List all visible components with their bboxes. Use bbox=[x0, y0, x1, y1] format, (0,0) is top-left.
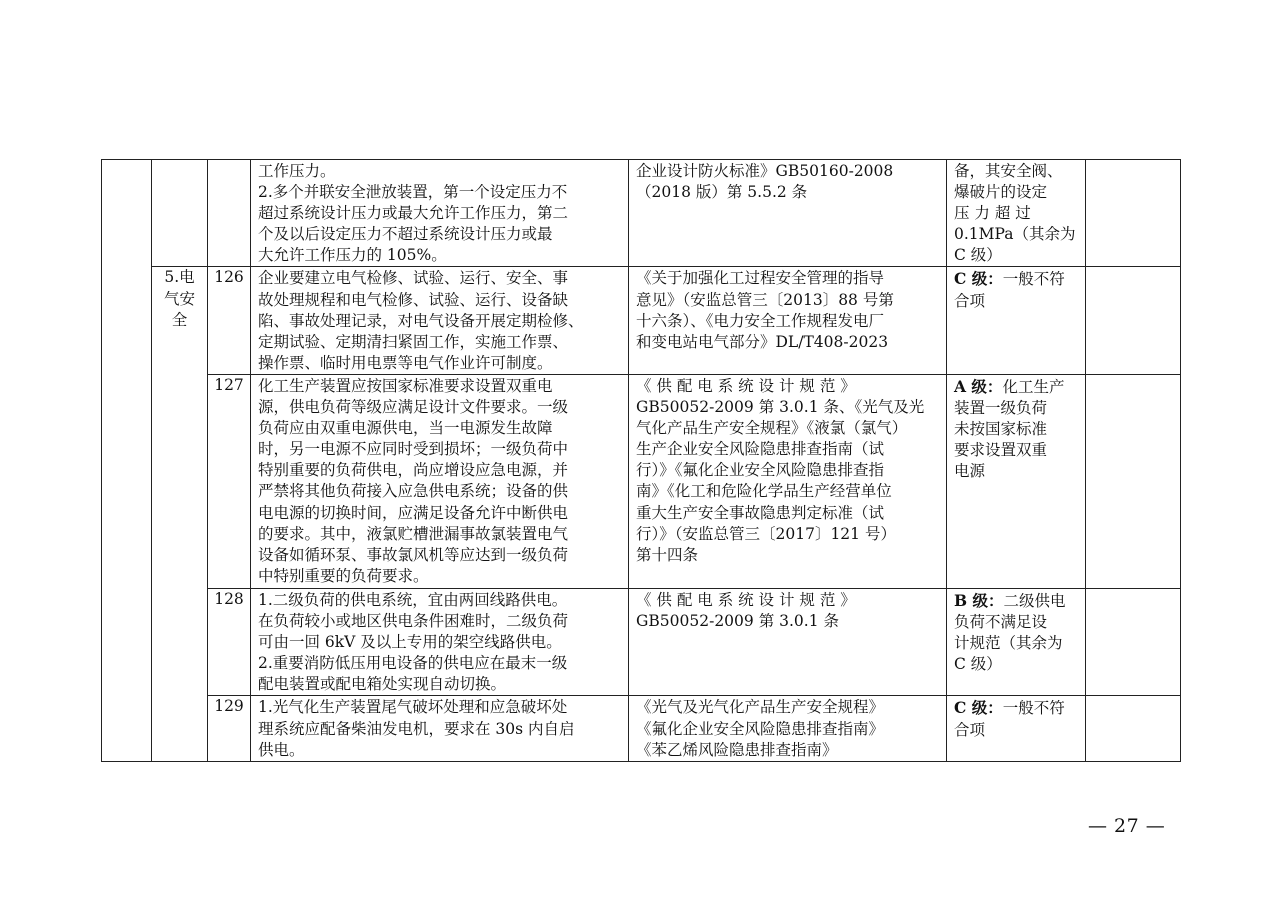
item-number: 127 bbox=[208, 374, 251, 588]
table-row bbox=[102, 374, 1181, 588]
basis-cell: 企业设计防火标准》GB50160-2008 （2018 版）第 5.5.2 条 bbox=[629, 160, 947, 267]
requirement-cell: 1.二级负荷的供电系统，宜由两回线路供电。 在负荷较小或地区供电条件困难时，二级负荷 可由一回 6kV 及以上专用的架空线路供电。 2.重要消防低压用电设备的供电应在最末一级 配电装置或配电箱处实现自动切换。 bbox=[251, 588, 629, 695]
grade-cell: C 级：一般不符 合项 bbox=[947, 696, 1086, 761]
grade-cell: B 级：二级供电 负荷不满足设 计规范（其余为 C 级） bbox=[947, 588, 1086, 695]
basis-cell: 《关于加强化工过程安全管理的指导 意见》（安监总管三〔2013〕88 号第 十六条）、《电力安全工作规程发电厂 和变电站电气部分》DL/T408-2023 bbox=[629, 267, 947, 374]
category-label: 5.电气安全 bbox=[163, 268, 195, 329]
grade-label: B 级： bbox=[954, 590, 1004, 610]
item-number bbox=[208, 160, 251, 267]
safety-checklist-table bbox=[101, 159, 1181, 762]
requirement-cell: 企业要建立电气检修、试验、运行、安全、事 故处理规程和电气检修、试验、运行、设备缺 陷、事故处理记录，对电气设备开展定期检修、 定期试验、定期清扫紧固工作，实施工作票、 操作票、临时用电票等电气作业许可制度。 bbox=[251, 267, 629, 374]
category-cell bbox=[152, 267, 208, 761]
basis-cell: 《 供 配 电 系 统 设 计 规 范 》 GB50052-2009 第 3.0.1 条、《光气及光 气化产品生产安全规程》《液氯（氯气） 生产企业安全风险隐患排查指南（试 行）》《氟化企业安全风险隐患排查指 南》《化工和危险化学品生产经营单位 重大生产安全事故隐患判定标准（试 行）》（安监总管三〔2017〕121 号） 第十四条 bbox=[629, 374, 947, 588]
table-row bbox=[102, 267, 1181, 374]
remarks-cell bbox=[1086, 696, 1181, 761]
basis-cell: 《光气及光气化产品生产安全规程》 《氟化企业安全风险隐患排查指南》 《苯乙烯风险隐患排查指南》 bbox=[629, 696, 947, 761]
grade-label: C 级： bbox=[954, 269, 1003, 289]
item-number: 129 bbox=[208, 696, 251, 761]
requirement-cell: 1.光气化生产装置尾气破坏处理和应急破坏处 理系统应配备柴油发电机，要求在 30s 内自启 供电。 bbox=[251, 696, 629, 761]
outer-category-cell bbox=[102, 160, 152, 762]
table-row bbox=[102, 160, 1181, 267]
item-number: 126 bbox=[208, 267, 251, 374]
grade-label: A 级： bbox=[954, 376, 1003, 396]
item-number: 128 bbox=[208, 588, 251, 695]
requirement-cell: 化工生产装置应按国家标准要求设置双重电 源，供电负荷等级应满足设计文件要求。一级 负荷应由双重电源供电，当一电源发生故障 时，另一电源不应同时受到损坏；一级负荷中 特别重要的负荷供电，尚应增设应急电源，并 严禁将其他负荷接入应急供电系统；设备的供 电电源的切换时间，应满足设备允许中断供电 的要求。其中，液氯贮槽泄漏事故氯装置电气 设备如循环泵、事故氯风机等应达到一级负荷 中特别重要的负荷要求。 bbox=[251, 374, 629, 588]
grade-cell: C 级：一般不符 合项 bbox=[947, 267, 1086, 374]
basis-cell: 《 供 配 电 系 统 设 计 规 范 》 GB50052-2009 第 3.0.1 条 bbox=[629, 588, 947, 695]
remarks-cell bbox=[1086, 374, 1181, 588]
grade-label: C 级： bbox=[954, 698, 1003, 718]
category-cell-blank bbox=[152, 160, 208, 267]
table-row bbox=[102, 588, 1181, 695]
table-row bbox=[102, 696, 1181, 761]
remarks-cell bbox=[1086, 267, 1181, 374]
remarks-cell bbox=[1086, 588, 1181, 695]
grade-cell: 备，其安全阀、 爆破片的设定 压 力 超 过 0.1MPa（其余为 C 级） bbox=[947, 160, 1086, 267]
requirement-cell: 工作压力。 2.多个并联安全泄放装置，第一个设定压力不 超过系统设计压力或最大允许工作压力，第二 个及以后设定压力不超过系统设计压力或最 大允许工作压力的 105%。 bbox=[251, 160, 629, 267]
remarks-cell bbox=[1086, 160, 1181, 267]
grade-cell: A 级：化工生产 装置一级负荷 未按国家标准 要求设置双重 电源 bbox=[947, 374, 1086, 588]
page-number: — 27 — bbox=[1088, 815, 1166, 837]
